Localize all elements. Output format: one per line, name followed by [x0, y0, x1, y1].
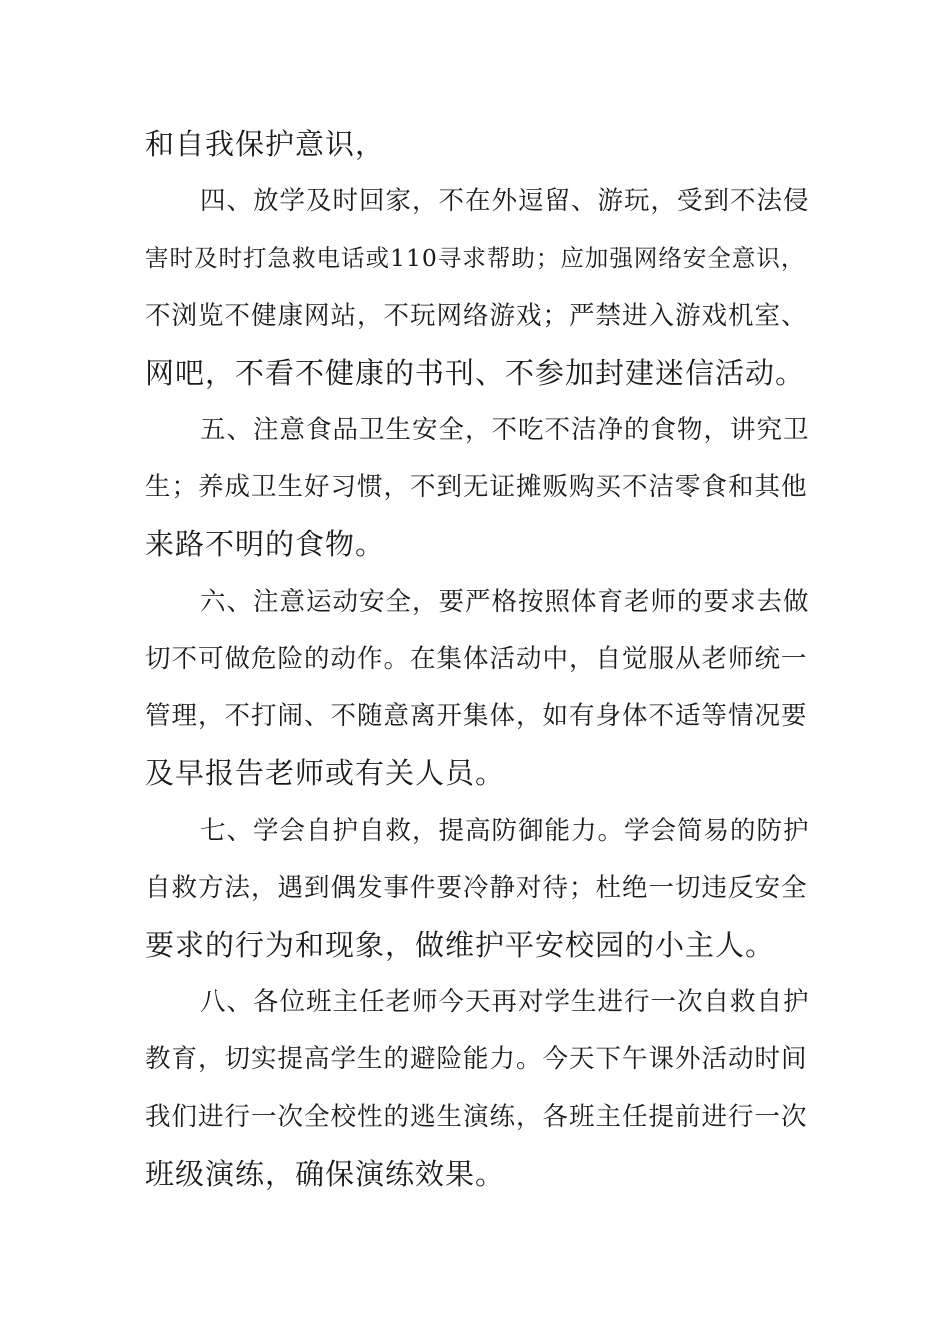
paragraph-8-line-2: 教育，切实提高学生的避险能力。今天下午课外活动时间 — [145, 1044, 808, 1074]
paragraph-7-line-3: 要求的行为和现象，做维护平安校园的小主人。 — [145, 928, 776, 962]
paragraph-5-line-1: 五、注意食品卫生安全，不吃不洁净的食物，讲究卫 — [200, 415, 810, 445]
paragraph-4-line-1: 四、放学及时回家，不在外逗留、游玩，受到不法侵 — [200, 186, 810, 216]
paragraph-4-line-4: 网吧，不看不健康的书刊、不参加封建迷信活动。 — [145, 356, 806, 390]
paragraph-7-line-1: 七、学会自护自救，提高防御能力。学会简易的防护 — [200, 816, 810, 846]
paragraph-7-line-2: 自救方法，遇到偶发事件要冷静对待；杜绝一切违反安全 — [145, 873, 808, 903]
paragraph-6-line-1: 六、注意运动安全，要严格按照体育老师的要求去做 — [200, 587, 810, 617]
paragraph-8-line-1: 八、各位班主任老师今天再对学生进行一次自救自护 — [200, 987, 810, 1017]
paragraph-5-line-2: 生；养成卫生好习惯，不到无证摊贩购买不洁零食和其他 — [145, 472, 808, 502]
paragraph-4-line-3: 不浏览不健康网站，不玩网络游戏；严禁进入游戏机室、 — [145, 301, 808, 331]
paragraph-6-line-4: 及早报告老师或有关人员。 — [145, 756, 506, 790]
paragraph-6-line-2: 切不可做危险的动作。在集体活动中，自觉服从老师统一 — [145, 644, 808, 674]
paragraph-5-line-3: 来路不明的食物。 — [145, 527, 386, 561]
paragraph-8-line-4: 班级演练，确保演练效果。 — [145, 1157, 506, 1191]
paragraph-3-line-end: 和自我保护意识， — [145, 127, 386, 161]
paragraph-6-line-3: 管理，不打闹、不随意离开集体，如有身体不适等情况要 — [145, 701, 808, 731]
paragraph-4-line-2: 害时及时打急救电话或110寻求帮助；应加强网络安全意识， — [145, 244, 806, 272]
paragraph-8-line-3: 我们进行一次全校性的逃生演练，各班主任提前进行一次 — [145, 1102, 808, 1132]
